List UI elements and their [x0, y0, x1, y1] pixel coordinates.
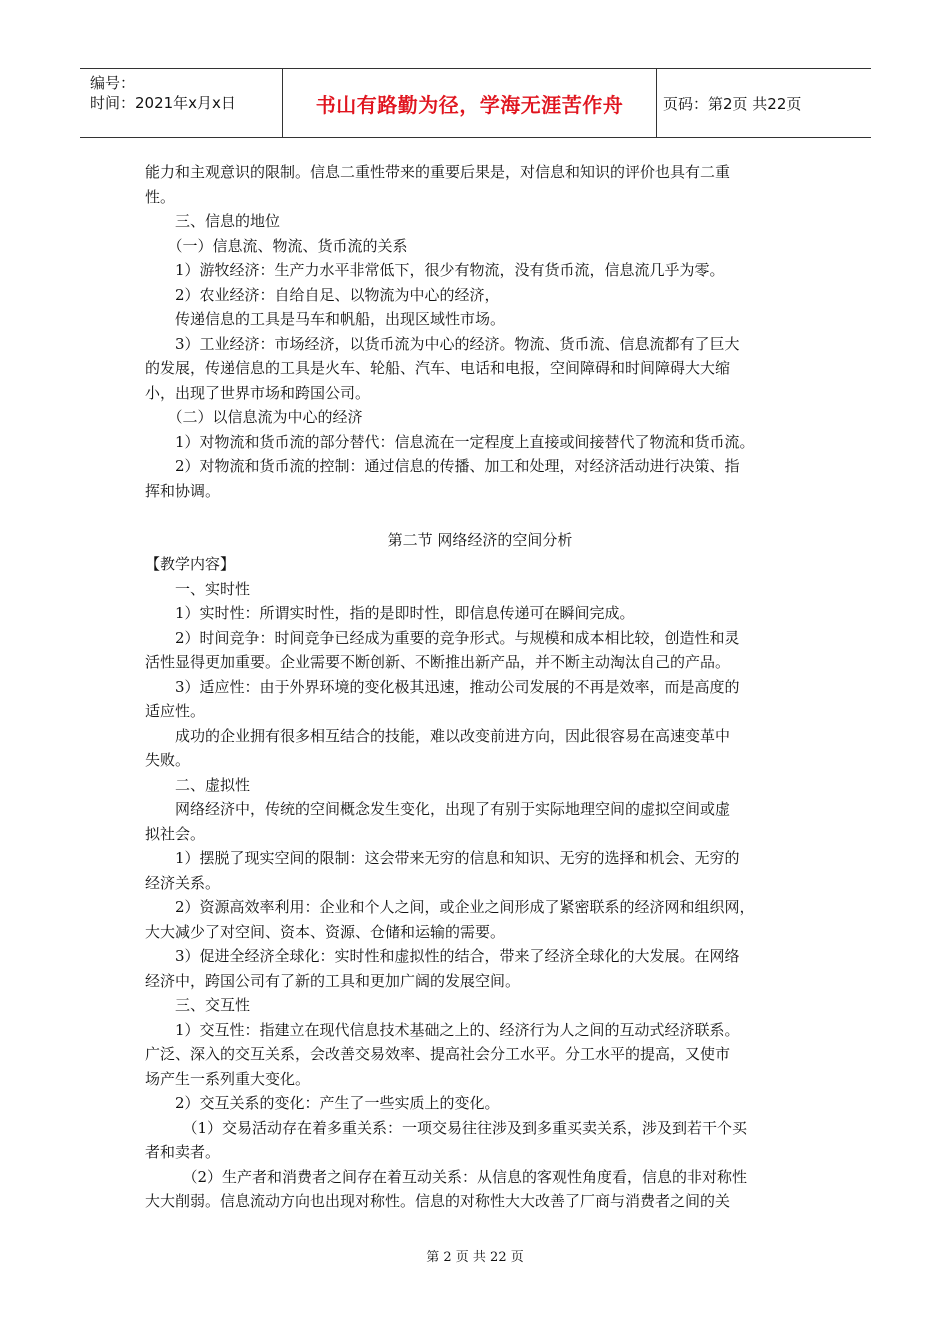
body-line: 1）对物流和货币流的部分替代：信息流在一定程度上直接或间接替代了物流和货币流。 — [145, 432, 755, 451]
body-line: 能力和主观意识的限制。信息二重性带来的重要后果是，对信息和知识的评价也具有二重 — [145, 163, 731, 181]
body-line: 适应性。 — [145, 702, 206, 720]
body-line: 挥和协调。 — [145, 481, 221, 500]
body-line: 三、信息的地位 — [145, 212, 281, 230]
body-line: 二、虚拟性 — [145, 775, 251, 794]
body-line: 性。 — [145, 187, 176, 206]
body-line: 2）农业经济：自给自足、以物流为中心的经济， — [145, 285, 500, 304]
body-line: 1）实时性：所谓实时性，指的是即时性，即信息传递可在瞬间完成。 — [145, 604, 635, 622]
header-slogan: 书山有路勤为径，学海无涯苦作舟 — [283, 69, 657, 137]
body-line: 一、实时性 — [145, 579, 251, 598]
body-line: 2）交互关系的变化：产生了一些实质上的变化。 — [145, 1094, 500, 1112]
body-line: 3）适应性：由于外界环境的变化极其迅速，推动公司发展的不再是效率，而是高度的 — [145, 677, 740, 696]
body-line: 活性显得更加重要。企业需要不断创新、不断推出新产品，并不断主动淘汰自己的产品。 — [145, 653, 731, 671]
body-line: 经济关系。 — [145, 873, 221, 892]
body-line: 大大减少了对空间、资本、资源、仓储和运输的需要。 — [145, 922, 506, 941]
body-line — [145, 503, 815, 528]
body-line: 拟社会。 — [145, 824, 206, 843]
section-heading: 第二节 网络经济的空间分析 — [387, 530, 573, 549]
body-line: 场产生一系列重大变化。 — [145, 1069, 311, 1088]
body-line: 小，出现了世界市场和跨国公司。 — [145, 383, 371, 402]
body-line: 1）交互性：指建立在现代信息技术基础之上的、经济行为人之间的互动式经济联系。 — [145, 1020, 740, 1039]
body-line: 传递信息的工具是马车和帆船，出现区域性市场。 — [145, 310, 506, 328]
body-line: （2）生产者和消费者之间存在着互动关系：从信息的客观性角度看，信息的非对称性 — [145, 1167, 748, 1186]
body-line: 网络经济中，传统的空间概念发生变化，出现了有别于实际地理空间的虚拟空间或虚 — [145, 800, 731, 818]
page-header — [80, 68, 871, 138]
body-line: 2）时间竞争：时间竞争已经成为重要的竞争形式。与规模和成本相比较，创造性和灵 — [145, 628, 740, 647]
body-line: 3）促进全经济全球化：实时性和虚拟性的结合，带来了经济全球化的大发展。在网络 — [145, 947, 740, 965]
body-line: 大大削弱。信息流动方向也出现对称性。信息的对称性大大改善了厂商与消费者之间的关 — [145, 1192, 731, 1210]
document-number-label: 编号： — [90, 74, 136, 92]
body-line: 1）游牧经济：生产力水平非常低下，很少有物流，没有货币流，信息流几乎为零。 — [145, 261, 725, 279]
body-line: 广泛、深入的交互关系，会改善交易效率、提高社会分工水平。分工水平的提高，又使市 — [145, 1045, 731, 1063]
body-line: 成功的企业拥有很多相互结合的技能，难以改变前进方向，因此很容易在高速变革中 — [145, 726, 731, 745]
header-meta — [80, 69, 283, 137]
document-date-label: 时间：2021年x月x日 — [90, 94, 236, 112]
body-line: 经济中，跨国公司有了新的工具和更加广阔的发展空间。 — [145, 971, 521, 990]
body-line: 【教学内容】 — [145, 555, 236, 573]
document-body — [145, 160, 815, 1214]
body-line: 2）对物流和货币流的控制：通过信息的传播、加工和处理，对经济活动进行决策、指 — [145, 457, 740, 475]
body-line: （1）交易活动存在着多重关系：一项交易往往涉及到多重买卖关系，涉及到若干个买 — [145, 1118, 748, 1137]
page-footer: 第 2 页 共 22 页 — [426, 1250, 524, 1265]
body-line: 1）摆脱了现实空间的限制：这会带来无穷的信息和知识、无穷的选择和机会、无穷的 — [145, 849, 740, 867]
body-line: 的发展，传递信息的工具是火车、轮船、汽车、电话和电报，空间障碍和时间障碍大大缩 — [145, 359, 731, 377]
body-line: 三、交互性 — [145, 996, 251, 1014]
body-line: （一）信息流、物流、货币流的关系 — [145, 236, 408, 255]
body-line: 失败。 — [145, 751, 191, 769]
header-page-number: 页码：第2页 共22页 — [663, 94, 802, 113]
body-line: （二）以信息流为中心的经济 — [145, 408, 363, 426]
body-line: 3）工业经济：市场经济，以货币流为中心的经济。物流、货币流、信息流都有了巨大 — [145, 334, 740, 353]
body-line: 2）资源高效率利用：企业和个人之间，或企业之间形成了紧密联系的经济网和组织网， — [145, 898, 755, 916]
body-line: 者和卖者。 — [145, 1143, 221, 1161]
